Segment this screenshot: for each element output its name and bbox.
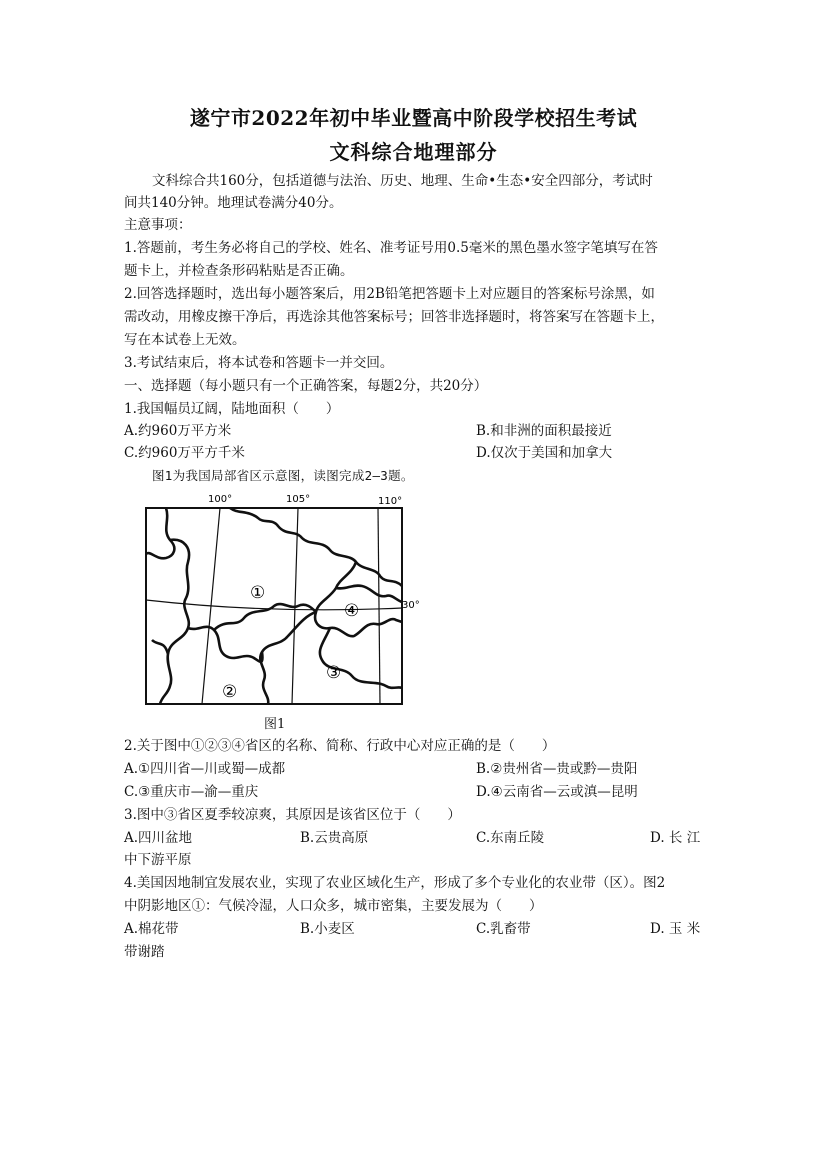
province-map <box>140 490 420 712</box>
note-2c: 写在本试卷上无效。 <box>124 332 246 348</box>
region-marker-2: ② <box>222 682 238 702</box>
q3-option-b: B.云贵高原 <box>300 830 369 846</box>
q2-stem: 2.关于图中①②③④省区的名称、简称、行政中心对应正确的是（ ） <box>124 738 556 754</box>
q1-stem: 1.我国幅员辽阔，陆地面积（ ） <box>124 401 340 417</box>
q3-option-c: C.东南丘陵 <box>476 830 545 846</box>
q1-option-a: A.约960万平方米 <box>124 423 232 439</box>
figure-lead-text: 图1为我国局部省区示意图，读图完成2—3题。 <box>152 468 414 483</box>
note-1b: 题卡上，并检查条形码粘贴是否正确。 <box>124 263 354 279</box>
note-2a: 2.回答选择题时，选出每小题答案后，用2B铅笔把答题卡上对应题目的答案标号涂黑，如 <box>124 286 655 302</box>
boundary-guizhou <box>260 612 402 704</box>
q2-option-d: D.④云南省—云或滇—昆明 <box>476 784 638 800</box>
note-2b: 需改动，用橡皮擦干净后，再选涂其他答案标号；回答非选择题时，将答案写在答题卡上， <box>124 309 664 325</box>
boundary-chongqing <box>315 562 402 636</box>
intro-line-1: 文科综合共160分，包括道德与法治、历史、地理、生命•生态•安全四部分，考试时 <box>152 173 653 189</box>
region-marker-1: ① <box>250 583 266 603</box>
figure-caption: 图1 <box>264 717 286 732</box>
lon-110-label: 110° <box>378 496 403 507</box>
notes-heading: 主意事项： <box>124 217 192 233</box>
q3-option-d: D. 长 江 <box>650 830 701 846</box>
page-title: 遂宁市2022年初中毕业暨高中阶段学校招生考试 <box>189 106 638 130</box>
q1-option-d: D.仅次于美国和加拿大 <box>476 445 613 461</box>
q4-option-b: B.小麦区 <box>300 921 355 937</box>
intro-line-2: 间共140分钟。地理试卷满分40分。 <box>124 195 343 211</box>
longitude-110-line <box>378 508 380 704</box>
q2-option-c: C.③重庆市—渝—重庆 <box>124 784 259 800</box>
boundary-sichuan-south <box>214 604 316 630</box>
q4-stem-2: 中阴影地区①：气候冷湿，人口众多，城市密集，主要发展为（ ） <box>124 898 543 914</box>
q1-option-c: C.约960万平方千米 <box>124 445 245 461</box>
q4-option-a: A.棉花带 <box>124 921 179 937</box>
q3-stem: 3.图中③省区夏季较凉爽，其原因是该省区位于（ ） <box>124 807 461 823</box>
q3-option-a: A.四川盆地 <box>124 830 193 846</box>
boundary-sichuan-west <box>146 508 189 704</box>
lat-30-label: 30° <box>402 600 420 611</box>
q4-stem-1: 4.美国因地制宜发展农业，实现了农业区域化生产，形成了多个专业化的农业带（区）。图2 <box>124 875 666 891</box>
page-subtitle: 文科综合地理部分 <box>329 140 498 164</box>
note-3: 3.考试结束后，将本试卷和答题卡一并交回。 <box>124 355 394 371</box>
note-1a: 1.答题前，考生务必将自己的学校、姓名、准考证号用0.5毫米的黑色墨水签字笔填写在答 <box>124 240 658 256</box>
q2-option-a: A.①四川省—川或蜀—成都 <box>124 761 286 777</box>
q1-option-b: B.和非洲的面积最接近 <box>476 423 612 439</box>
region-marker-3: ③ <box>326 663 342 683</box>
region-marker-4: ④ <box>344 601 360 621</box>
section-heading: 一、选择题（每小题只有一个正确答案，每题2分，共20分） <box>124 378 488 394</box>
q4-option-d: D. 玉 米 <box>650 921 701 937</box>
boundary-sichuan-north <box>230 508 402 586</box>
lon-100-label: 100° <box>208 494 233 505</box>
q2-option-b: B.②贵州省—贵或黔—贵阳 <box>476 761 638 777</box>
q4-option-c: C.乳畜带 <box>476 921 531 937</box>
q4-option-d-cont: 带谢踏 <box>124 944 165 960</box>
lon-105-label: 105° <box>286 494 311 505</box>
q3-option-d-cont: 中下游平原 <box>124 852 192 868</box>
